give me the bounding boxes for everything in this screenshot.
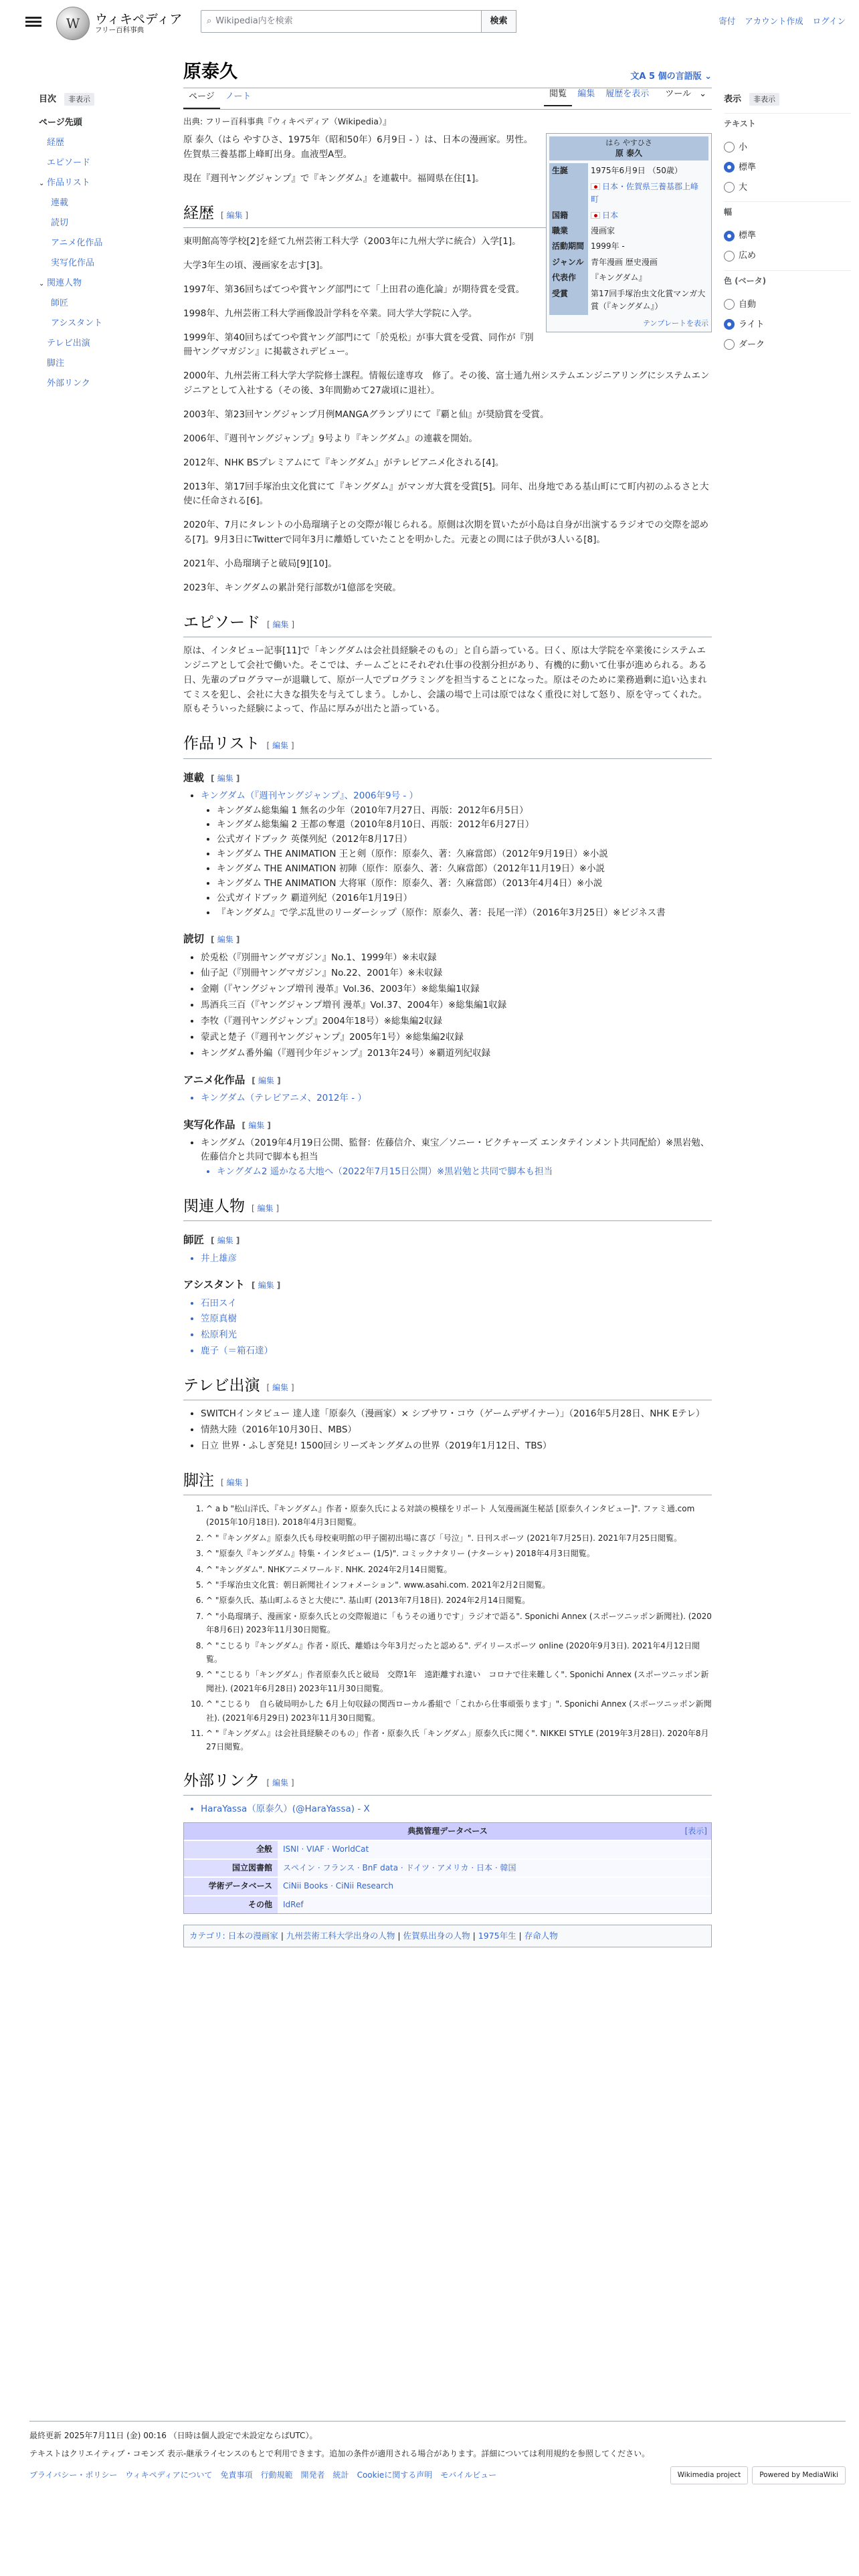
infobox-value [588, 208, 708, 223]
infobox-key: 生誕 [549, 163, 588, 179]
donate-link[interactable]: 寄付 [719, 16, 736, 26]
list-item[interactable]: • HaraYassa（原泰久）(@HaraYassa) - X [201, 1802, 712, 1817]
infobox-key: 受賞 [549, 286, 588, 315]
radio-option[interactable] [724, 246, 851, 266]
list-item: 8. ^ "こじるり『キングダム』作者・原氏、離婚は今年3月だったと認める". デイリースポーツ online (2020年9月3日). 2021年4月12日閲覧。 [206, 1639, 712, 1667]
footer-link[interactable]: 統計 [332, 2470, 349, 2480]
infobox-table [549, 163, 708, 314]
toc-item-label: エピソード [47, 158, 91, 169]
footer-link[interactable]: 行動規範 [260, 2470, 293, 2480]
heading-master: 師匠 [ 編集 ] [183, 1234, 240, 1247]
globe-icon: W [56, 7, 90, 40]
radio-option[interactable] [724, 226, 851, 246]
logo-subtitle: フリー百科事典 [95, 25, 145, 34]
footer-link[interactable]: モバイルビュー [440, 2470, 497, 2480]
list-item: 11. ^ "『キングダム』は会社員経験そのもの」作者・原泰久氏「キングダム」原泰久氏に聞く". NIKKEI STYLE (2019年3月28日). 2020年8月27日閲覧。 [206, 1727, 712, 1754]
authority-value[interactable]: ISNI · VIAF · WorldCat [278, 1840, 711, 1858]
last-modified: 最終更新 2025年7月11日 (金) 00:16 （日時は個人設定で未設定ならばUTC）。 [29, 2431, 318, 2440]
radio-label: 標準 [739, 162, 757, 173]
list-item[interactable]: • キングダム（テレビアニメ、2012年 - ） [201, 1091, 712, 1106]
search-button[interactable]: 検索 [482, 10, 516, 33]
heading-tv: テレビ出演 [ 編集 ] [183, 1374, 712, 1400]
list-item: • 仙子記（『別冊ヤングマガジン』No.22、2001年）※未収録 [201, 966, 712, 981]
infobox-kana: はら やすひさ [605, 138, 652, 148]
toc-item[interactable] [39, 274, 153, 294]
heading-oneshot: 読切 [ 編集 ] [183, 933, 240, 946]
text-size-label: テキスト [724, 113, 851, 130]
main-content [183, 60, 712, 1947]
toc-item[interactable] [39, 113, 153, 133]
authority-key: 国立図書館 [184, 1859, 278, 1877]
toc-item[interactable] [39, 374, 153, 394]
personal-tools [712, 15, 846, 28]
appearance-title: 表示 [724, 94, 742, 104]
list-item: • キングダム（『週刊ヤングジャンプ』、2006年9号 - ） • キングダム総集編 1 無名の少年（2010年7月27日、再版：2012年6月5日） • キングダム総集編 2 王都の奪還（2010年8月10日、再版：2012年6月27日） • 公式ガイドブック 英傑列紀（2012年8月17日） • キングダム THE ANIMATION 王と剣（原作：原泰久、著：久麻當郎）（2012年9月19日）※小説 • キングダム THE ANIMATION 初陣（原作：原泰久、著：久麻當郎）（2012年11月19日）※小説 • キングダム THE ANIMATION 大将軍（原作：原泰久、著：久麻當郎）（2013年4月4日）※小説 • 公式ガイドブック 覇道列紀（2016年1月19日） • 『キングダム』で学ぶ乱世のリーダーシップ（原作：原泰久、著：長尾一洋）（2016年3月25日）※ビジネス書 [201, 789, 712, 921]
infobox-value: 1999年 - [591, 241, 625, 251]
radio-icon[interactable] [724, 319, 735, 330]
list-item: 4. ^ "キングダム". NHKアニメワールド. NHK. 2024年2月14日閲覧。 [206, 1563, 712, 1576]
infobox-value: 漫画家 [591, 225, 615, 235]
list-item: • キングダム番外編（『週刊少年ジャンプ』2013年24号）※覇道列紀収録 [201, 1047, 712, 1061]
career-paragraph: 東明館高等学校[2]を経て九州芸術工科大学（2003年に九州大学に統合）入学[1]。 [183, 236, 521, 247]
toc-item[interactable] [39, 173, 153, 193]
career-paragraph: 2006年、『週刊ヤングジャンプ』9号より『キングダム』の連載を開始。 [183, 433, 478, 444]
japan-flag-icon [591, 212, 600, 219]
appearance-panel [724, 92, 851, 354]
list-item: 1. ^ a b "松山洋氏、『キングダム』作者・原泰久氏による対談の模様をリポート 人気漫画誕生秘話 [原泰久インタビュー]". ファミ通.com (2015年10月18日). 2018年4月3日閲覧。 [206, 1502, 712, 1529]
toc-item-label: ページ先頭 [39, 118, 82, 128]
appearance-hide-button[interactable]: 非表示 [749, 93, 779, 106]
logo-title: ウィキペディア [95, 11, 183, 27]
radio-label: 広め [739, 251, 757, 261]
radio-icon[interactable] [724, 142, 735, 152]
toc-item[interactable] [39, 193, 153, 213]
list-item: 10. ^ "こじるり 自ら破局明かした 6月上旬収録の関西ローカル番組で「これから仕事頑張ります」". Sponichi Annex (スポーツニッポン新聞社). (2021年6月29日) 2023年11月30日閲覧。 [206, 1697, 712, 1725]
list-item: • 公式ガイドブック 英傑列紀（2012年8月17日） [217, 833, 712, 847]
chevron-down-icon[interactable]: ⌄ [39, 180, 45, 188]
list-item: • 『キングダム』で学ぶ乱世のリーダーシップ（原作：原泰久、著：長尾一洋）（2016年3月25日）※ビジネス書 [217, 906, 712, 921]
toc-title: 目次 [39, 94, 57, 104]
infobox-key: 代表作 [549, 270, 588, 286]
toc-item-label: 師匠 [51, 298, 69, 309]
heading-works: 作品リスト [ 編集 ] [183, 732, 712, 758]
career-paragraph: 1998年、九州芸術工科大学画像設計学科を卒業。同大学大学院に入学。 [183, 308, 478, 319]
create-account-link[interactable]: アカウント作成 [745, 16, 803, 26]
intro-paragraph: 原 泰久（はら やすひさ、1975年（昭和50年）6月9日 - ）は、日本の漫画家。男性。佐賀県三養基郡上峰町出身。血液型A型。 [183, 134, 533, 160]
infobox-key [549, 179, 588, 208]
list-item: • キングダム THE ANIMATION 王と剣（原作：原泰久、著：久麻當郎）（2012年9月19日）※小説 [217, 847, 712, 862]
career-paragraph: 2023年、キングダムの累計発行部数が1億部を突破。 [183, 582, 401, 593]
authority-key: 学術データベース [184, 1877, 278, 1895]
list-item: • キングダム THE ANIMATION 大将軍（原作：原泰久、著：久麻當郎）（2013年4月4日）※小説 [217, 877, 712, 891]
career-paragraph: 2012年、NHK BSプレミアムにて『キングダム』がテレビアニメ化される[4]。 [183, 457, 504, 468]
list-item: • 於兎松（『別冊ヤングマガジン』No.1、1999年）※未収録 [201, 951, 712, 966]
tab-read[interactable]: 閲覧 [544, 87, 572, 106]
authority-title: 典拠管理データベース [407, 1826, 488, 1836]
edit-link[interactable]: 編集 [258, 1281, 274, 1291]
category-link[interactable]: 佐賀県出身の人物 [403, 1930, 470, 1941]
toc-item[interactable] [39, 314, 153, 334]
heading-serial: 連載 [ 編集 ] [183, 771, 240, 784]
career-paragraph: 1997年、第36回ちばてつや賞ヤング部門にて「上田君の進化論」が期待賞を受賞。 [183, 284, 525, 295]
search-icon: ⌕ [207, 16, 212, 27]
radio-icon[interactable] [724, 251, 735, 261]
toc-hide-button[interactable]: 非表示 [64, 93, 94, 106]
footer-link[interactable]: プライバシー・ポリシー [29, 2470, 118, 2480]
heading-career: 経歴 [ 編集 ] [183, 201, 712, 228]
main-menu-icon[interactable] [25, 15, 41, 28]
infobox-value: 第17回手塚治虫文化賞マンガ大賞（『キングダム』） [591, 288, 706, 312]
authority-control [183, 1822, 712, 1914]
toc-item[interactable] [39, 294, 153, 314]
list-item: • 情熱大陸（2016年10月30日、MBS） [201, 1423, 712, 1438]
career-paragraph: 2020年、7月にタレントの小島瑠璃子との交際が報じられる。原側は次期を買いたが小島は自身が出演するラジオでの交際を認める[7]。9月3日にTwitterで同年3月に離婚していたことを明かした。元妻との間には子供が3人いる[8]。 [183, 520, 709, 546]
wikimedia-badge[interactable]: Wikimedia project [670, 2466, 749, 2484]
translate-icon: 文A [630, 72, 649, 82]
list-item[interactable]: • 石田スイ [201, 1297, 712, 1311]
radio-label: 標準 [739, 231, 757, 241]
edit-link[interactable]: 編集 [272, 619, 289, 629]
category-link[interactable]: 九州芸術工科大学出身の人物 [286, 1930, 395, 1941]
toc-item-label: 連載 [51, 198, 69, 209]
radio-icon[interactable] [724, 162, 735, 173]
infobox-value-text[interactable]: 日本 [602, 210, 619, 220]
tab-talk[interactable]: ノート [225, 92, 252, 102]
radio-icon[interactable] [724, 231, 735, 241]
radio-icon[interactable] [724, 182, 735, 193]
list-item: • 金剛（『ヤングジャンプ増刊 漫革』Vol.36、2003年）※総集編1収録 [201, 982, 712, 997]
category-box: カテゴリ: 日本の漫画家 | 九州芸術工科大学出身の人物 | 佐賀県出身の人物 | 1975年生 | 存命人物 [183, 1925, 712, 1947]
edit-link[interactable]: 編集 [257, 1204, 274, 1214]
heading-anime: アニメ化作品 [ 編集 ] [183, 1073, 281, 1086]
list-item[interactable]: • 鹿子（＝箱石達） [201, 1344, 712, 1359]
radio-option[interactable] [724, 177, 851, 197]
infobox-name: 原 泰久 [615, 148, 643, 158]
edit-link[interactable]: 編集 [226, 210, 243, 220]
heading-related: 関連人物 [ 編集 ] [183, 1194, 712, 1221]
wikipedia-logo[interactable] [56, 7, 182, 40]
chevron-down-icon[interactable]: ⌄ [39, 280, 45, 288]
category-link[interactable]: 存命人物 [524, 1930, 558, 1941]
toc-item-label: アニメ化作品 [51, 238, 103, 249]
list-item: 6. ^ "原泰久氏、基山町ふるさと大使に". 基山町 (2013年7月18日). 2024年2月14日閲覧。 [206, 1594, 712, 1607]
category-link[interactable]: 日本の漫画家 [227, 1930, 278, 1941]
intro-paragraph: 現在『週刊ヤングジャンプ』で『キングダム』を連載中。福岡県在住[1]。 [183, 173, 484, 185]
list-item: • 日立 世界・ふしぎ発見! 1500回シリーズキングダムの世界（2019年1月12日、TBS） [201, 1439, 712, 1454]
toc-item-label: 実写化作品 [51, 258, 95, 269]
list-item[interactable]: • 松原利光 [201, 1328, 712, 1343]
infobox-value: 1975年6月9日 （50歳） [591, 166, 682, 176]
radio-option[interactable] [724, 157, 851, 177]
authority-value[interactable]: スペイン · フランス · BnF data · ドイツ · アメリカ · 日本 · 韓国 [278, 1859, 711, 1877]
edit-link[interactable]: 編集 [258, 1075, 274, 1085]
edit-link[interactable]: 編集 [217, 773, 233, 783]
episode-paragraph: 原は、インタビュー記事[11]で「キングダムは会社員経験そのもの」と自ら語っている。曰く、原は大学院を卒業後にシステムエンジニアとして会社で働いた。そこでは、チームごとにそれぞれ仕事の役割分担があり、有機的に動いて仕事が進められる。ある日、先輩のプログラマーが退職して、原が一人でプログラミングを担当することになった。原はそのために業務過剰に追い込まれてミスを犯し、会社に大きな損失を与えてしまう。しかし、会議の場で上司は原ではなく重役に対して怒り、原を守ってくれた。原もそういった経験によって、作品に厚みが出たと語っている。 [183, 645, 707, 715]
color-label: 色 (ベータ) [724, 270, 851, 288]
toc-item[interactable] [39, 153, 153, 173]
footer-link[interactable]: Cookieに関する声明 [357, 2470, 433, 2480]
site-sub: 出典: フリー百科事典『ウィキペディア（Wikipedia）』 [183, 116, 391, 127]
list-item: 9. ^ "こじるり「キングダム」作者原泰久氏と破局 交際1年 遠距離すれ違い コロナで往来難しく". Sponichi Annex (スポーツニッポン新聞社). (2021年6月28日) 2023年11月30日閲覧。 [206, 1668, 712, 1695]
radio-option[interactable] [724, 314, 851, 334]
toc-item-label: 外部リンク [47, 379, 90, 389]
infobox-key: 国籍 [549, 208, 588, 223]
footer-link[interactable]: ウィキペディアについて [125, 2470, 213, 2480]
authority-value[interactable]: CiNii Books · CiNii Research [278, 1877, 711, 1895]
career-paragraph: 1999年、第40回ちばてつや賞ヤング部門にて「於兎松」が事大賞を受賞、同作が『別冊ヤングマガジン』に掲載されデビュー。 [183, 332, 534, 358]
toc-item-label: 作品リスト [47, 178, 90, 189]
list-item: • SWITCHインタビュー 達人達「原泰久（漫画家）× シブサワ・コウ（ゲームデザイナー）」（2016年5月28日、NHK Eテレ） [201, 1407, 712, 1422]
infobox [546, 133, 712, 332]
infobox-value-text[interactable]: 日本・佐賀県三養基郡上峰町 [591, 181, 699, 205]
tab-tools[interactable]: ツール ⌄ [665, 89, 706, 100]
list-item: • キングダム総集編 1 無名の少年（2010年7月27日、再版：2012年6月5日） [217, 804, 712, 819]
infobox-key: 職業 [549, 223, 588, 239]
infobox-key: 活動期間 [549, 239, 588, 254]
toc-item[interactable] [39, 253, 153, 274]
edit-link[interactable]: 編集 [217, 935, 233, 945]
footer-link[interactable]: 免責事項 [220, 2470, 253, 2480]
toc-item-label: 関連人物 [47, 278, 82, 289]
list-item[interactable]: • 井上雄彦 [201, 1252, 712, 1267]
radio-label: ダーク [739, 339, 765, 350]
career-paragraph: 2000年、九州芸術工科大学大学院修士課程。情報伝達専攻 修了。その後、富士通九州システムエンジニアリングにシステムエンジニアとして入社する（その後、3年間勤めて27歳頃に退社）。 [183, 370, 710, 397]
edit-link[interactable]: 編集 [272, 741, 289, 751]
list-item: • 李牧（『週刊ヤングジャンプ』2004年18号）※総集編2収録 [201, 1014, 712, 1029]
category-link[interactable]: 1975年生 [478, 1930, 516, 1941]
show-template-link[interactable]: テンプレートを表示 [642, 318, 708, 328]
authority-key: 全般 [184, 1840, 278, 1858]
edit-link[interactable]: 編集 [217, 1236, 233, 1246]
list-item: • キングダム（2019年4月19日公開、監督：佐藤信介、東宝／ソニー・ピクチャーズ エンタテインメント共同配給）※黒岩勉、佐藤信介と共同で脚本も担当 • キングダム2 遥かなる大地へ（2022年7月15日公開）※黒岩勉と共同で脚本も担当 [201, 1136, 712, 1180]
mediawiki-badge[interactable]: Powered by MediaWiki [752, 2466, 846, 2484]
page-header [0, 0, 859, 47]
heading-assistant: アシスタント [ 編集 ] [183, 1279, 281, 1291]
toc-item-label: アシスタント [51, 318, 103, 329]
radio-option[interactable] [724, 294, 851, 314]
edit-link[interactable]: 編集 [248, 1120, 265, 1130]
list-item: 2. ^ "『キングダム』原泰久氏も母校東明館の甲子園初出場に喜び「号泣」". 日刊スポーツ (2021年7月25日). 2021年7月25日閲覧。 [206, 1531, 712, 1545]
table-of-contents [39, 92, 153, 394]
search-placeholder: Wikipedia内を検索 [215, 16, 293, 27]
heading-notes: 脚注 [ 編集 ] [183, 1469, 712, 1495]
toc-item[interactable] [39, 213, 153, 233]
search-input[interactable] [201, 10, 482, 33]
authority-value[interactable]: IdRef [278, 1896, 711, 1913]
infobox-value [588, 179, 708, 208]
page-title: 原泰久 [183, 62, 237, 82]
page-footer [29, 2421, 846, 2484]
tab-edit[interactable]: 編集 [577, 89, 595, 100]
width-label: 幅 [724, 201, 851, 219]
radio-icon[interactable] [724, 339, 735, 350]
toc-item-label: 読切 [51, 218, 69, 229]
infobox-value: 青年漫画 歴史漫画 [591, 257, 658, 267]
list-item: 3. ^ "原泰久『キングダム』特集・インタビュー (1/5)". コミックナタリー (ナターシャ) 2018年4月3日閲覧。 [206, 1547, 712, 1560]
authority-key: その他 [184, 1896, 278, 1913]
toc-item[interactable] [39, 133, 153, 153]
footer-link[interactable]: 開発者 [300, 2470, 325, 2480]
radio-option[interactable] [724, 137, 851, 157]
list-item[interactable]: • キングダム2 遥かなる大地へ（2022年7月15日公開）※黒岩勉と共同で脚本も担当 [217, 1165, 712, 1180]
radio-label: ライト [739, 319, 765, 330]
career-paragraph: 2013年、第17回手塚治虫文化賞にて『キングダム』がマンガ大賞を受賞[5]。同年、出身地である基山町にて町内初のふるさと大使に任命される[6]。 [183, 481, 709, 507]
radio-label: 小 [739, 142, 748, 152]
language-button[interactable]: 文A 5 個の言語版 ⌄ [630, 72, 712, 82]
toc-item-label: 経歴 [47, 138, 65, 148]
toc-item[interactable] [39, 334, 153, 354]
tab-history[interactable]: 履歴を表示 [605, 89, 650, 100]
list-item: • 公式ガイドブック 覇道列紀（2016年1月19日） [217, 891, 712, 906]
toc-item[interactable] [39, 233, 153, 253]
career-paragraph: 2021年、小島瑠璃子と破局[9][10]。 [183, 558, 337, 570]
login-link[interactable]: ログイン [812, 16, 846, 26]
heading-live: 実写化作品 [ 編集 ] [183, 1118, 271, 1131]
radio-option[interactable] [724, 334, 851, 354]
edit-link[interactable]: 編集 [272, 1382, 289, 1392]
edit-link[interactable]: 編集 [226, 1477, 243, 1487]
toc-item[interactable] [39, 354, 153, 374]
tab-article[interactable]: ページ [183, 90, 220, 109]
category-label[interactable]: カテゴリ: [189, 1930, 225, 1941]
radio-label: 大 [739, 182, 748, 193]
list-item: 7. ^ "小島瑠璃子、漫画家・原泰久氏との交際報道に「もうその通りです」ラジオで語る". Sponichi Annex (スポーツニッポン新聞社). (2020年8月6日) 2023年11月30日閲覧。 [206, 1610, 712, 1637]
edit-link[interactable]: 編集 [272, 1778, 289, 1788]
list-item: • キングダム THE ANIMATION 初陣（原作：原泰久、著：久麻當郎）（2012年11月19日）※小説 [217, 862, 712, 877]
list-item: • キングダム総集編 2 王都の奪還（2010年8月10日、再版：2012年6月27日） [217, 818, 712, 833]
toc-item-label: 脚注 [47, 358, 65, 369]
search-form [201, 10, 516, 33]
heading-external: 外部リンク [ 編集 ] [183, 1769, 712, 1796]
list-item: 5. ^ "手塚治虫文化賞：朝日新聞社インフォメーション". www.asahi.com. 2021年2月2日閲覧。 [206, 1578, 712, 1592]
career-paragraph: 大学3年生の頃、漫画家を志す[3]。 [183, 260, 328, 272]
japan-flag-icon [591, 183, 600, 190]
radio-icon[interactable] [724, 299, 735, 310]
list-item: • 蒙武と楚子（『週刊ヤングジャンプ』2005年1号）※総集編2収録 [201, 1031, 712, 1045]
infobox-value: 『キングダム』 [591, 273, 647, 283]
career-paragraph: 2003年、第23回ヤングジャンプ月例MANGAグランプリにて『覇と仙』が奨励賞を受賞。 [183, 409, 549, 421]
infobox-key: ジャンル [549, 255, 588, 270]
heading-episode: エピソード [ 編集 ] [183, 611, 712, 637]
list-item: • 馬酒兵三百（『ヤングジャンプ増刊 漫革』Vol.37、2004年）※総集編1収録 [201, 998, 712, 1013]
toc-item-label: テレビ出演 [47, 338, 90, 349]
license-text: テキストはクリエイティブ・コモンズ 表示-継承ライセンスのもとで利用できます。追加の条件が適用される場合があります。詳細については利用規約を参照してください。 [29, 2449, 650, 2459]
authority-toggle[interactable]: [表示] [684, 1826, 707, 1836]
list-item[interactable]: • 笠原真樹 [201, 1312, 712, 1327]
radio-label: 自動 [739, 299, 757, 310]
